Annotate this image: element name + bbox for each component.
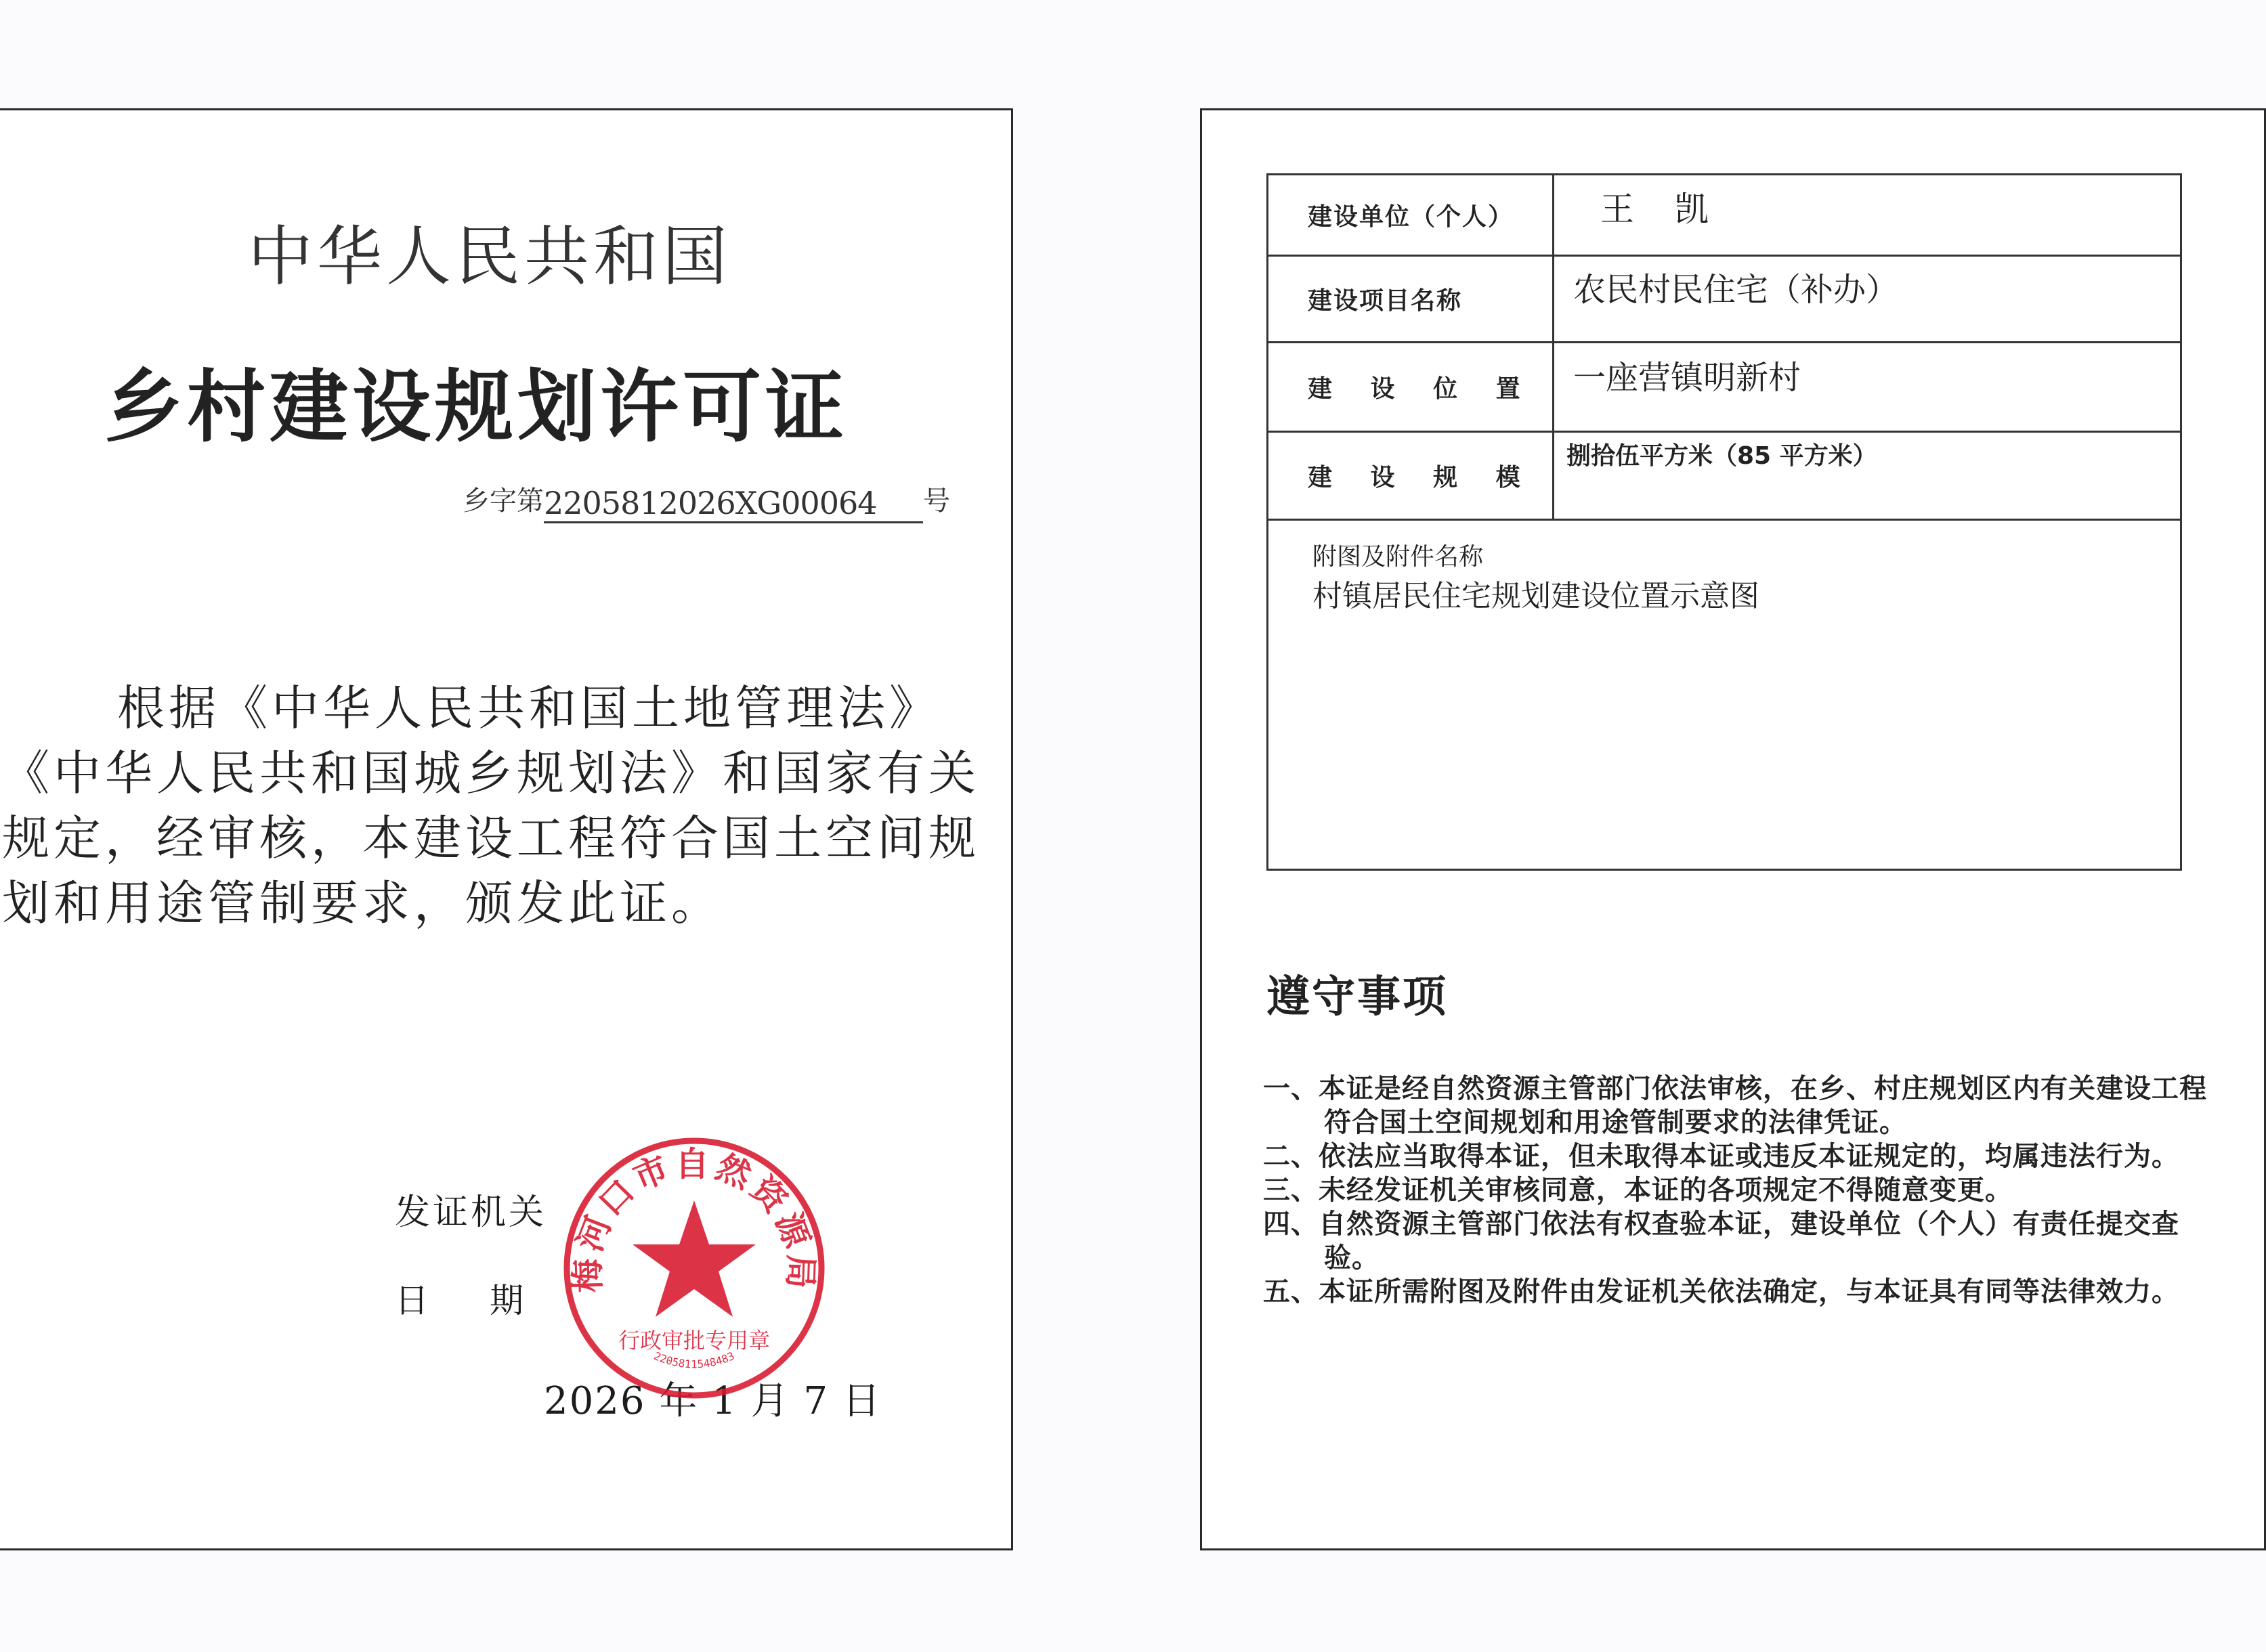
seal-code-text: 2205811548483: [651, 1349, 737, 1371]
attachment-label: 附图及附件名称: [1312, 543, 1484, 571]
rule-item: 三、未经发证机关审核同意，本证的各项规定不得随意变更。: [1263, 1175, 2013, 1206]
rules-title: 遵守事项: [1266, 972, 1448, 1022]
table-row-project: [1268, 257, 2180, 343]
certificate-title: 乡村建设规划许可证: [104, 362, 848, 453]
issuing-authority-label: 发证机关: [395, 1192, 547, 1233]
attachment-value: 村镇居民住宅规划建设位置示意图: [1312, 579, 1759, 613]
certificate-number-row: [463, 479, 977, 519]
table-row-builder: [1268, 175, 2180, 257]
certificate-cover-page: [0, 108, 1013, 1550]
certificate-details-page: [1200, 108, 2266, 1550]
issue-date: 2026 年 1 月 7 日: [544, 1379, 882, 1423]
scale-value: 捌拾伍平方米（85 平方米）: [1566, 442, 1877, 470]
official-seal-stamp: [559, 1133, 830, 1404]
date-label: 日期: [395, 1281, 584, 1320]
project-name-value: 农民村民住宅（补办）: [1573, 271, 1899, 309]
rule-item: 五、本证所需附图及附件由发证机关依法确定，与本证具有同等法律效力。: [1263, 1276, 2179, 1307]
builder-label: 建设单位（个人）: [1268, 175, 1554, 255]
location-label: 建 设 位 置: [1268, 343, 1554, 431]
project-name-label: 建设项目名称: [1268, 257, 1554, 341]
seal-purpose-text: 行政审批专用章: [618, 1328, 771, 1353]
rule-item: 一、本证是经自然资源主管部门依法审核，在乡、村庄规划区内有关建设工程符合国土空间规划和用途管制要求的法律凭证。: [1263, 1073, 2207, 1138]
country-name: 中华人民共和国: [248, 219, 731, 295]
certificate-number: 2205812026XG00064: [544, 485, 923, 523]
project-info-table: [1266, 173, 2182, 871]
table-row-location: [1268, 343, 2180, 433]
rule-item: 四、自然资源主管部门依法有权查验本证，建设单位（个人）有责任提交查验。: [1263, 1209, 2179, 1274]
rule-item: 二、依法应当取得本证，但未取得本证或违反本证规定的，均属违法行为。: [1263, 1141, 2179, 1172]
builder-value: 王 凯: [1600, 190, 1724, 229]
certificate-number-prefix: 乡字第: [463, 485, 544, 517]
certificate-number-suffix: 号: [923, 485, 950, 517]
scale-label: 建 设 规 模: [1268, 433, 1554, 519]
seal-organization-text: 梅河口市自然资源局: [568, 1144, 821, 1294]
certificate-statement: 根据《中华人民共和国土地管理法》《中华人民共和国城乡规划法》和国家有关规定，经审核，本建设工程符合国土空间规划和用途管制要求，颁发此证。: [2, 680, 980, 931]
table-row-scale: [1268, 433, 2180, 521]
location-value: 一座营镇明新村: [1573, 359, 1801, 397]
rules-list: [1263, 1072, 2225, 1309]
